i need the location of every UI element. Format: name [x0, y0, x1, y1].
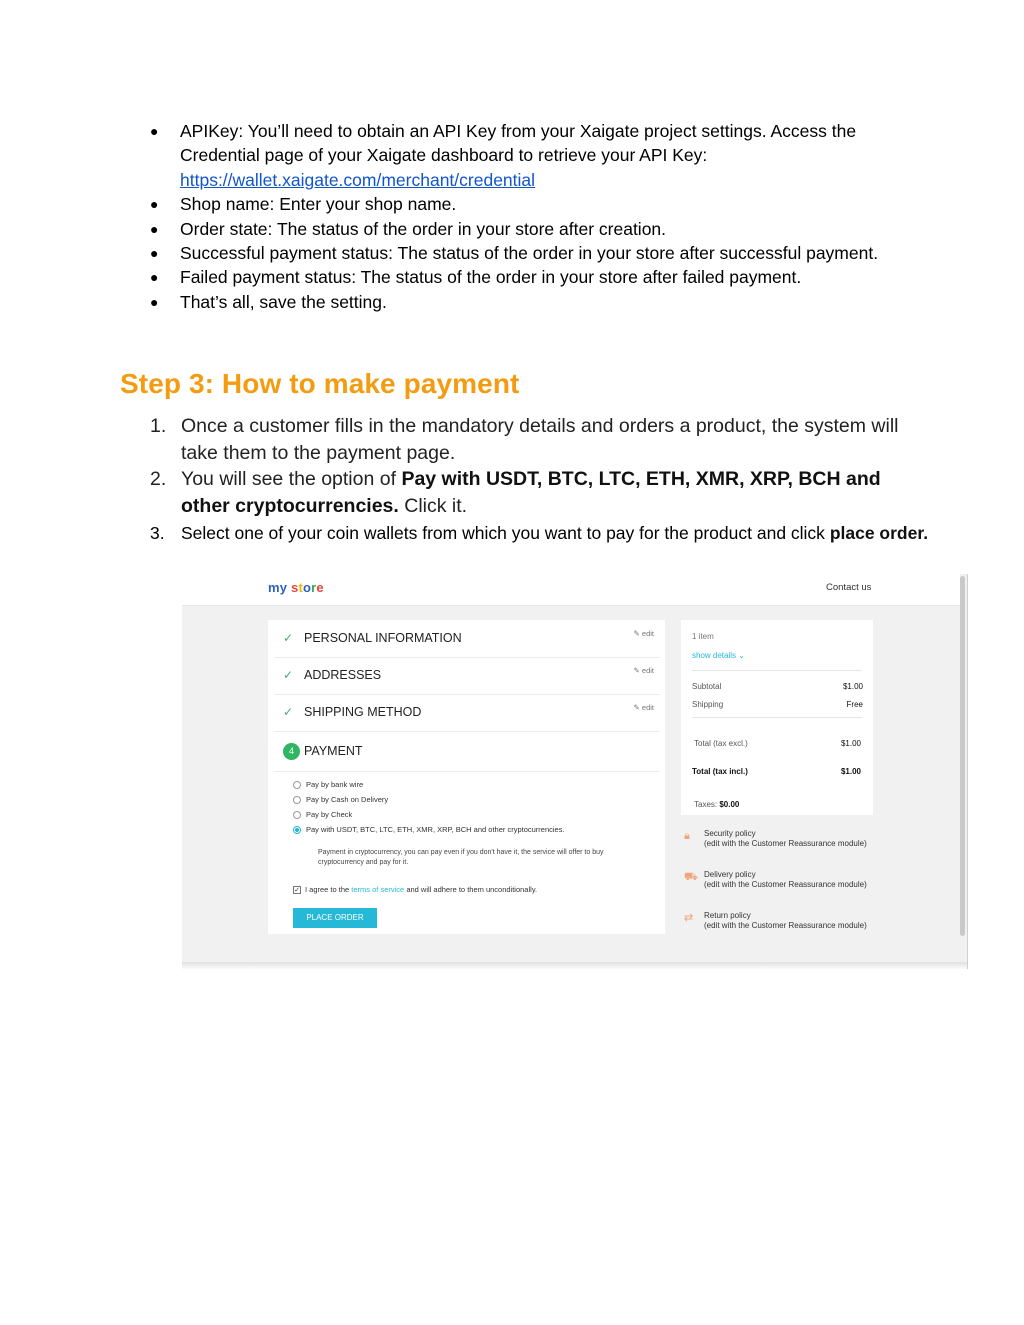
bullet-failed-status: ● Failed payment status: The status of the order in your store after failed payment. [150, 265, 920, 289]
bullet-apikey: ● APIKey: You’ll need to obtain an API Key from your Xaigate project settings. Access the Credential page of your Xaigate dashboard to retrieve your API Key: https://wallet.xaigate.com/merchant/credential [150, 121, 857, 190]
bullet-icon: ● [150, 196, 159, 213]
payment-option-check[interactable]: Pay by Check [293, 810, 352, 819]
crypto-payment-note: Payment in cryptocurrency, you can pay even if you don't have it, the service will offer to buy cryptocurrency and pay for it. [318, 849, 604, 866]
checkout-steps-panel [268, 620, 665, 934]
payment-option-cash-on-delivery[interactable]: Pay by Cash on Delivery [293, 795, 388, 804]
settings-bullet-list [150, 119, 920, 314]
divider [692, 717, 862, 718]
truck-icon: ⛟ [684, 871, 698, 883]
reassurance-return: ⇄ Return policy (edit with the Customer Reassurance module) [682, 911, 872, 931]
reassurance-sub: (edit with the Customer Reassurance module) [704, 880, 867, 889]
cart-item-count: 1 item [692, 632, 714, 641]
total-excl-label: Total (tax excl.) [694, 739, 748, 748]
radio-button-selected[interactable] [293, 826, 301, 834]
credential-link[interactable]: https://wallet.xaigate.com/merchant/credential [180, 169, 536, 190]
section-heading: Step 3: How to make payment [120, 368, 520, 399]
bullet-icon: ● [150, 123, 159, 139]
checkout-screenshot [182, 574, 968, 969]
step-title: PAYMENT [304, 744, 363, 758]
bullet-icon: ● [150, 220, 159, 237]
reassurance-sub: (edit with the Customer Reassurance module) [704, 921, 867, 930]
terms-agreement[interactable]: ✓ I agree to the terms of service and will adhere to them unconditionally. [294, 885, 538, 895]
bullet-icon: ● [150, 269, 159, 286]
edit-link[interactable]: ✎ edit [633, 703, 654, 712]
taxes-label: Taxes: $0.00 [694, 800, 740, 809]
screenshot-shadow [182, 962, 967, 970]
bullet-order-state: ● Order state: The status of the order in your store after creation. [150, 217, 920, 241]
bullet-icon: ● [150, 293, 159, 310]
pencil-icon: ✎ [633, 629, 640, 638]
bullet-icon: ● [150, 245, 159, 262]
step-title: ADDRESSES [304, 668, 382, 682]
store-logo: my store [268, 580, 324, 595]
shipping-label: Shipping [692, 700, 724, 709]
lock-icon: 🔒︎ [684, 830, 690, 842]
payment-option-bank-wire[interactable]: Pay by bank wire [293, 780, 363, 789]
check-icon: ✓ [283, 631, 294, 645]
pencil-icon: ✎ [633, 703, 640, 712]
total-excl-value: $1.00 [840, 739, 861, 748]
edit-link[interactable]: ✎ edit [633, 666, 654, 675]
divider [692, 670, 862, 671]
edit-link[interactable]: ✎ edit [633, 629, 654, 638]
place-order-button[interactable]: PLACE ORDER [293, 908, 377, 928]
cart-summary [681, 620, 873, 815]
bullet-save: ● That’s all, save the setting. [150, 290, 920, 314]
step-addresses[interactable] [274, 657, 660, 695]
pencil-icon: ✎ [633, 666, 640, 675]
bullet-success-status: ● Successful payment status: The status of the order in your store after successful payment. [150, 241, 920, 265]
steps-list [150, 413, 930, 546]
step-number-badge: 4 [283, 743, 300, 760]
contact-link[interactable]: Contact us [826, 582, 872, 593]
payment-option-crypto[interactable]: Pay with USDT, BTC, LTC, ETH, XMR, XRP, BCH and other cryptocurrencies. [293, 825, 565, 834]
terms-of-service-link[interactable]: terms of service [351, 885, 405, 894]
step-item-2: 2. You will see the option of Pay with USDT, BTC, LTC, ETH, XMR, XRP, BCH and other cryptocurrencies. Click it. [150, 468, 881, 517]
step-item-3: 3. Select one of your coin wallets from which you want to pay for the product and click place order. [150, 523, 929, 543]
step-shipping-method[interactable] [274, 694, 660, 732]
checkbox-checked-icon[interactable]: ✓ [294, 887, 300, 895]
bullet-shop-name: ● Shop name: Enter your shop name. [150, 192, 920, 216]
reassurance-delivery: ⛟ Delivery policy (edit with the Customer Reassurance module) [682, 870, 872, 890]
store-header [182, 574, 960, 606]
subtotal-value: $1.00 [842, 682, 863, 691]
total-incl-label: Total (tax incl.) [692, 767, 748, 776]
total-incl-value: $1.00 [840, 767, 861, 776]
reassurance-security: 🔒︎ Security policy (edit with the Customer Reassurance module) [682, 829, 872, 849]
step-title: PERSONAL INFORMATION [304, 631, 462, 645]
radio-button[interactable] [293, 811, 301, 819]
radio-button[interactable] [293, 796, 301, 804]
reassurance-sub: (edit with the Customer Reassurance module) [704, 839, 867, 848]
subtotal-label: Subtotal [692, 682, 722, 691]
scrollbar[interactable] [960, 576, 965, 936]
check-icon: ✓ [283, 668, 294, 682]
step-personal-information[interactable] [274, 620, 660, 658]
step-title: SHIPPING METHOD [304, 705, 422, 719]
step-item-1: 1. Once a customer fills in the mandatory details and orders a product, the system will take them to the payment page. [150, 415, 899, 464]
step-payment [274, 731, 660, 772]
check-icon: ✓ [283, 705, 294, 719]
return-icon: ⇄ [684, 912, 694, 924]
shipping-value: Free [846, 700, 863, 709]
radio-button[interactable] [293, 781, 301, 789]
show-details-link[interactable]: show details ⌄ [692, 651, 745, 660]
